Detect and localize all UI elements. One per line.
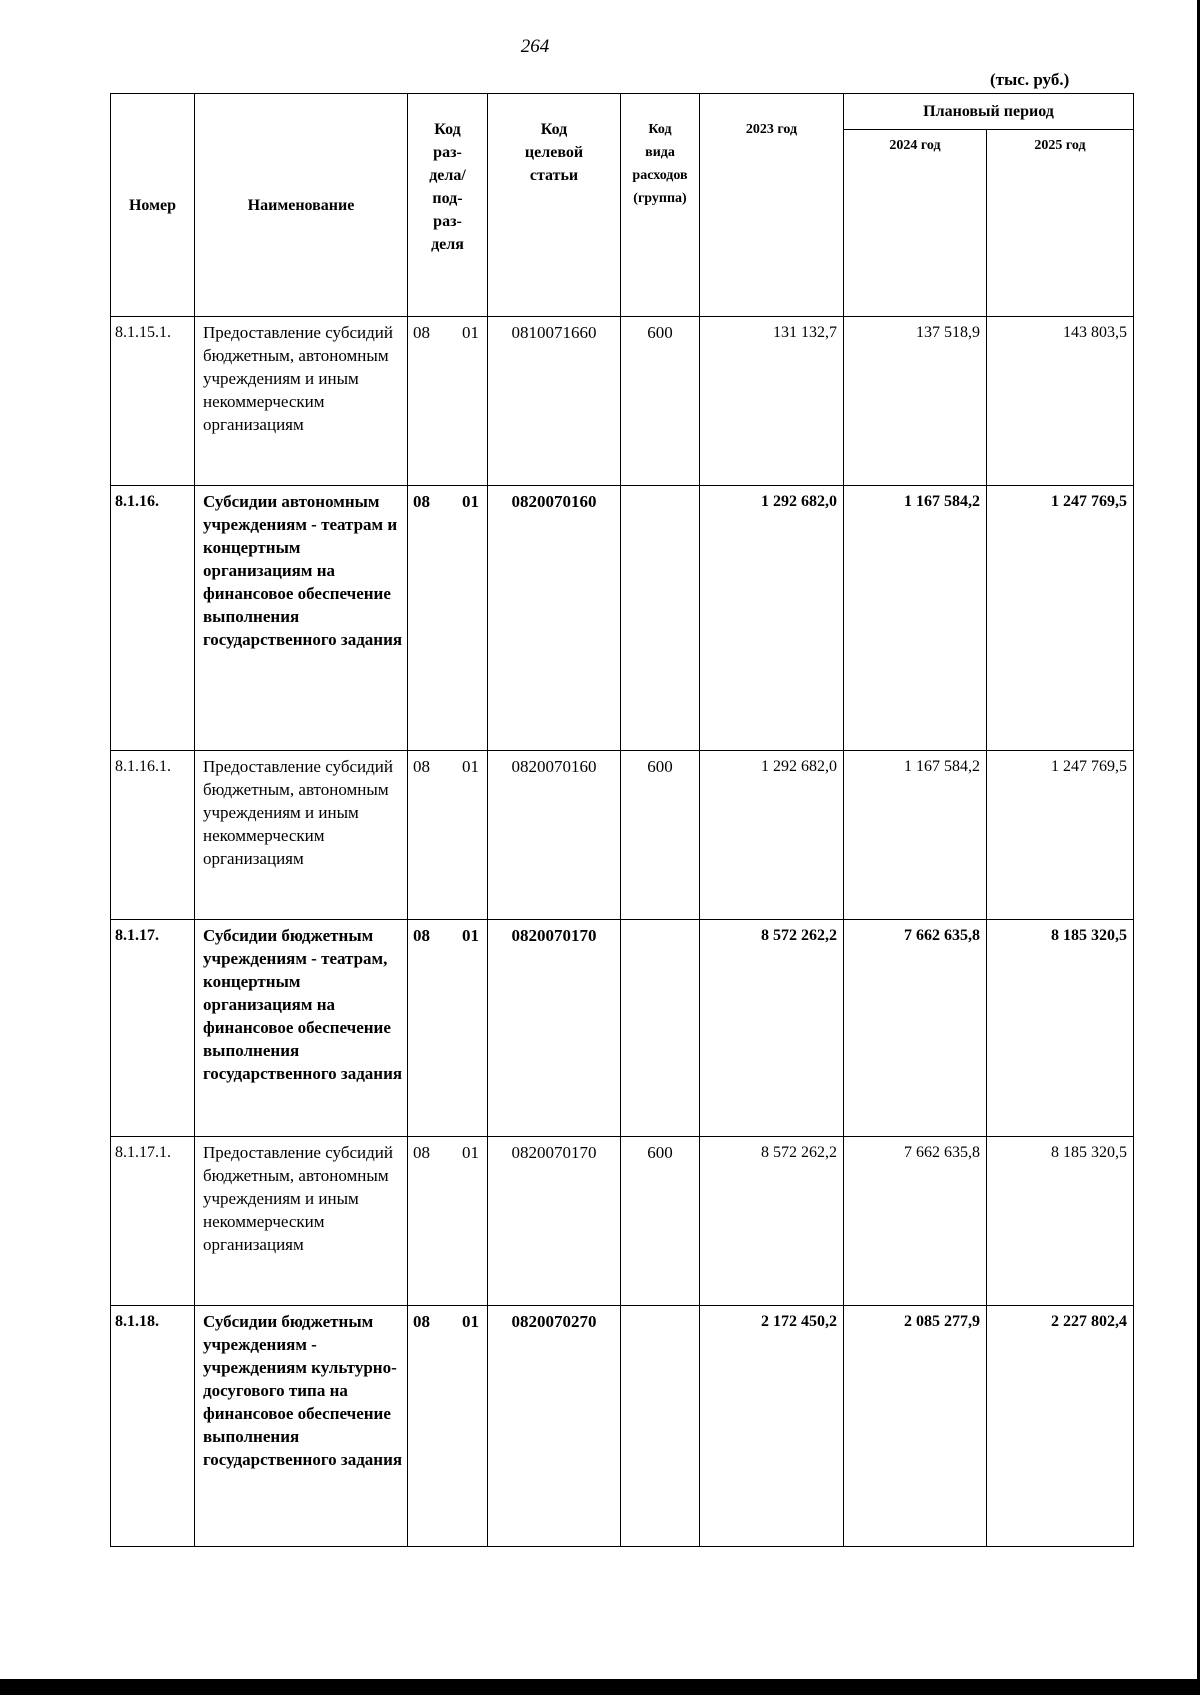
row-number: 8.1.15.1. — [111, 317, 195, 486]
row-razdel: 08 — [413, 757, 430, 776]
header-razdel-line: дела/ — [429, 167, 466, 184]
row-razdel-cell — [408, 486, 488, 751]
row-target-code: 0820070160 — [488, 751, 621, 920]
row-expense-code: 600 — [621, 317, 700, 486]
row-amount-2023: 8 572 262,2 — [700, 1137, 844, 1306]
table-row — [111, 486, 1134, 751]
row-name: Субсидии автономным учреждениям - театрам и концертным организациям на финансовое обеспечение выполнения государственного задания — [195, 486, 408, 751]
row-amount-2025: 1 247 769,5 — [987, 751, 1134, 920]
row-amount-2024: 137 518,9 — [844, 317, 987, 486]
row-amount-2025: 8 185 320,5 — [987, 1137, 1134, 1306]
row-amount-2023: 2 172 450,2 — [700, 1306, 844, 1547]
header-year-2023: 2023 год — [700, 94, 844, 317]
row-name: Субсидии бюджетным учреждениям - учреждениям культурно-досугового типа на финансовое обеспечение выполнения государственного задания — [195, 1306, 408, 1547]
row-razdel: 08 — [413, 492, 430, 511]
row-amount-2024: 7 662 635,8 — [844, 920, 987, 1137]
table-row — [111, 1306, 1134, 1547]
row-amount-2025: 8 185 320,5 — [987, 920, 1134, 1137]
header-target-code — [488, 94, 621, 317]
header-target-line: целевой — [524, 144, 584, 161]
row-target-code: 0820070270 — [488, 1306, 621, 1547]
header-number: Номер — [111, 94, 195, 317]
row-razdel-cell — [408, 317, 488, 486]
row-amount-2023: 1 292 682,0 — [700, 486, 844, 751]
row-name: Субсидии бюджетным учреждениям - театрам, концертным организациям на финансовое обеспечение выполнения государственного задания — [195, 920, 408, 1137]
header-razdel-line: под- — [432, 190, 463, 207]
row-amount-2024: 1 167 584,2 — [844, 486, 987, 751]
table-row — [111, 920, 1134, 1137]
row-expense-code: 600 — [621, 1137, 700, 1306]
header-planned-period: Плановый период — [844, 94, 1134, 130]
row-podrazdel: 01 — [462, 1143, 479, 1162]
row-amount-2023: 8 572 262,2 — [700, 920, 844, 1137]
header-target-line: Код — [540, 121, 568, 138]
row-razdel: 08 — [413, 926, 430, 945]
row-razdel-cell — [408, 1306, 488, 1547]
row-target-code: 0810071660 — [488, 317, 621, 486]
row-target-code: 0820070170 — [488, 920, 621, 1137]
row-amount-2023: 1 292 682,0 — [700, 751, 844, 920]
row-amount-2023: 131 132,7 — [700, 317, 844, 486]
table-header — [111, 94, 1134, 317]
table-row — [111, 1137, 1134, 1306]
row-razdel: 08 — [413, 323, 430, 342]
budget-table — [110, 93, 1134, 1547]
header-razdel — [408, 94, 488, 317]
row-name: Предоставление субсидий бюджетным, автономным учреждениям и иным некоммерческим организациям — [195, 317, 408, 486]
header-expense-line: (группа) — [633, 191, 687, 206]
row-number: 8.1.17. — [111, 920, 195, 1137]
header-expense-line: вида — [645, 145, 675, 160]
row-number: 8.1.18. — [111, 1306, 195, 1547]
row-target-code: 0820070160 — [488, 486, 621, 751]
units-label: (тыс. руб.) — [990, 70, 1070, 89]
row-razdel-cell — [408, 751, 488, 920]
header-year-2024: 2024 год — [844, 130, 987, 317]
table-row — [111, 317, 1134, 486]
row-name: Предоставление субсидий бюджетным, автономным учреждениям и иным некоммерческим организациям — [195, 1137, 408, 1306]
row-expense-code — [621, 486, 700, 751]
row-podrazdel: 01 — [462, 1312, 479, 1331]
header-target-line: статьи — [529, 167, 579, 184]
row-podrazdel: 01 — [462, 492, 479, 511]
row-amount-2024: 1 167 584,2 — [844, 751, 987, 920]
row-number: 8.1.17.1. — [111, 1137, 195, 1306]
scan-bottom-band — [0, 1679, 1200, 1695]
header-razdel-line: Код — [434, 121, 461, 138]
row-name: Предоставление субсидий бюджетным, автономным учреждениям и иным некоммерческим организациям — [195, 751, 408, 920]
row-razdel: 08 — [413, 1312, 430, 1331]
header-expense-code — [621, 94, 700, 317]
row-amount-2025: 2 227 802,4 — [987, 1306, 1134, 1547]
row-razdel: 08 — [413, 1143, 430, 1162]
table-body — [111, 317, 1134, 1547]
header-name: Наименование — [195, 94, 408, 317]
page-number: 264 — [520, 36, 550, 57]
header-razdel-line: раз- — [433, 144, 462, 161]
header-razdel-line: деля — [431, 236, 464, 253]
row-razdel-cell — [408, 1137, 488, 1306]
table-row — [111, 751, 1134, 920]
row-podrazdel: 01 — [462, 323, 479, 342]
header-year-2025: 2025 год — [987, 130, 1134, 317]
row-target-code: 0820070170 — [488, 1137, 621, 1306]
row-amount-2025: 143 803,5 — [987, 317, 1134, 486]
row-expense-code — [621, 920, 700, 1137]
row-number: 8.1.16. — [111, 486, 195, 751]
header-expense-line: Код — [648, 122, 672, 137]
header-expense-line: расходов — [632, 168, 688, 183]
row-amount-2025: 1 247 769,5 — [987, 486, 1134, 751]
row-razdel-cell — [408, 920, 488, 1137]
row-podrazdel: 01 — [462, 757, 479, 776]
row-amount-2024: 7 662 635,8 — [844, 1137, 987, 1306]
row-amount-2024: 2 085 277,9 — [844, 1306, 987, 1547]
row-number: 8.1.16.1. — [111, 751, 195, 920]
row-expense-code: 600 — [621, 751, 700, 920]
row-podrazdel: 01 — [462, 926, 479, 945]
row-expense-code — [621, 1306, 700, 1547]
header-razdel-line: раз- — [433, 213, 462, 230]
